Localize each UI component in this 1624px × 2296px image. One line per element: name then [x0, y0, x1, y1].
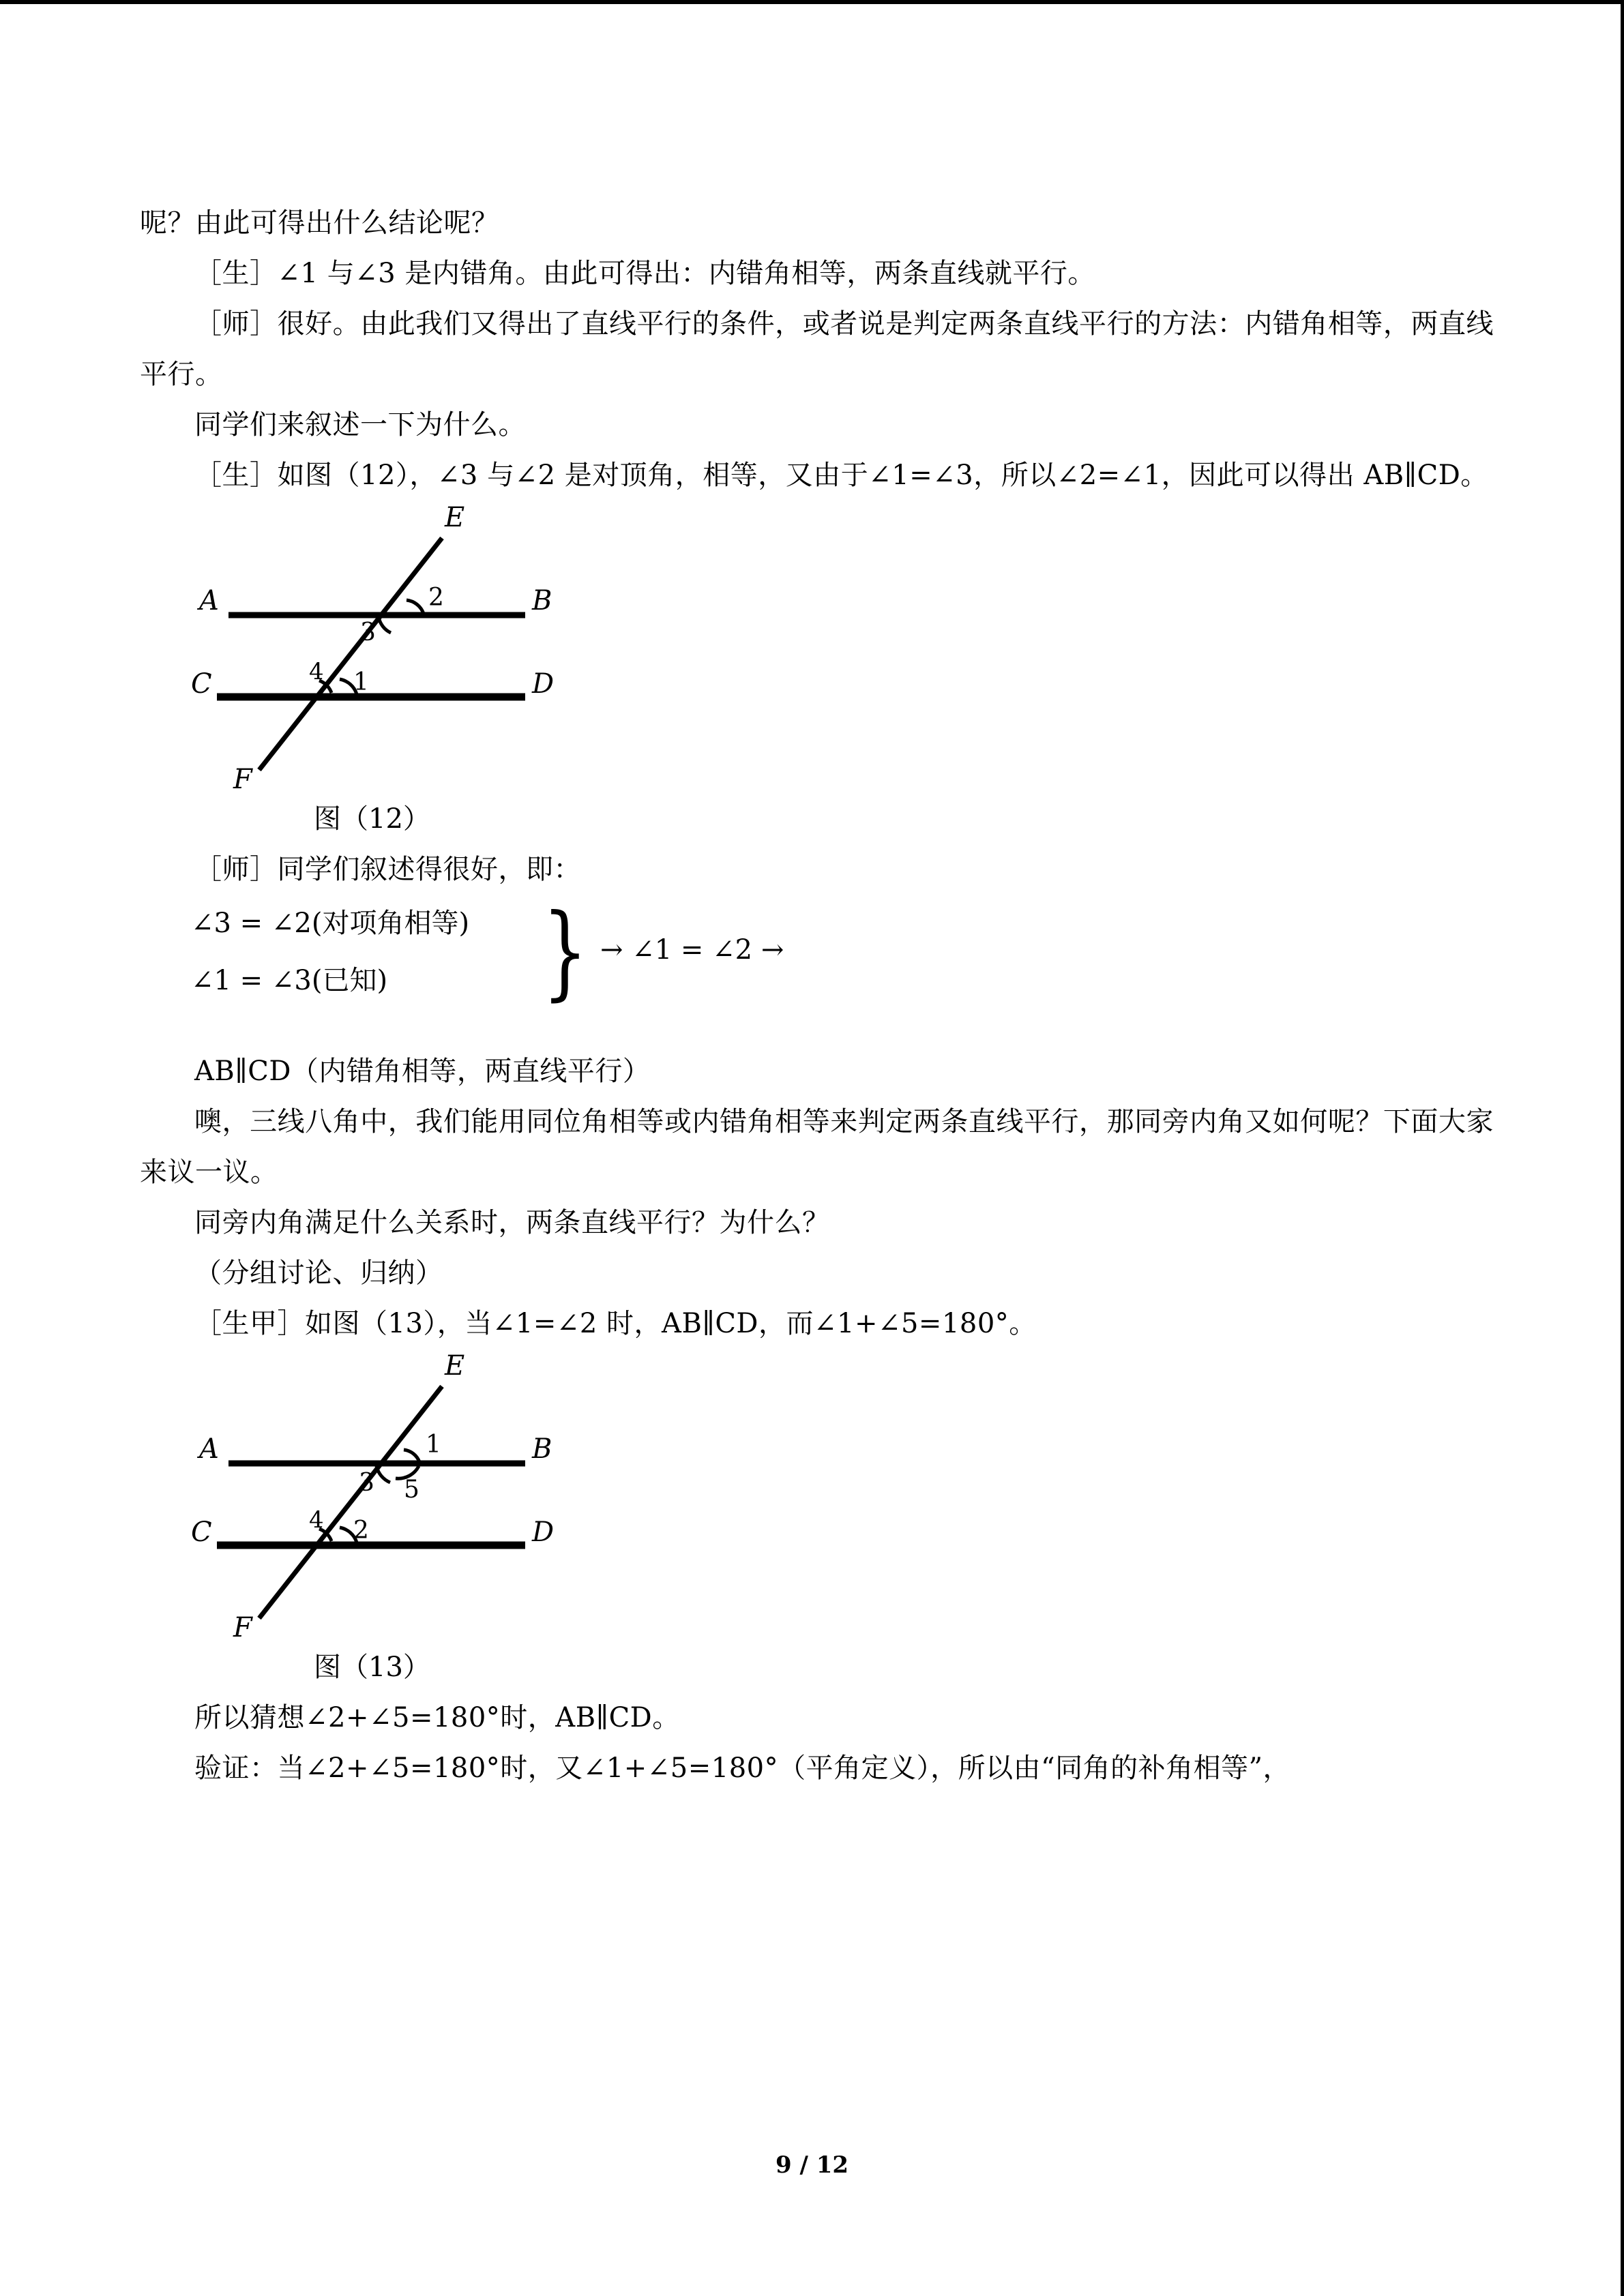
figure-12-label-b: B	[532, 585, 552, 616]
paragraph-12: 所以猜想∠2+∠5=180°时，AB∥CD。	[194, 1702, 680, 1733]
figure-13-drawing	[191, 1349, 1494, 1642]
figure-13-arc-3	[377, 1466, 390, 1482]
figure-13-label-c: C	[191, 1517, 212, 1548]
figure-13-angle-5: 5	[404, 1476, 419, 1504]
figure-13-arc-1	[404, 1450, 419, 1462]
figure-13-caption: 图（13）	[314, 1652, 430, 1683]
paragraph-8: 噢，三线八角中，我们能用同位角相等或内错角相等来判定两条直线平行，那同旁内角又如何呢？下面大家来议一议。	[140, 1106, 1494, 1188]
figure-13-svg	[191, 1349, 668, 1642]
figure-12-arc-2	[407, 600, 424, 614]
figure-13	[140, 1349, 1494, 1693]
derivation-formula	[191, 895, 1494, 1031]
paragraph-9: 同旁内角满足什么关系时，两条直线平行？为什么？	[194, 1207, 830, 1238]
figure-13-angle-1: 1	[426, 1431, 441, 1459]
derivation-line-2: ∠1 = ∠3(已知)	[191, 965, 388, 996]
figure-13-label-e: E	[445, 1350, 465, 1382]
page-border-right	[1621, 0, 1624, 2296]
figure-13-label-b: B	[532, 1433, 552, 1465]
paragraph-7: AB∥CD（内错角相等，两直线平行）	[194, 1056, 651, 1087]
figure-12-caption: 图（12）	[314, 803, 430, 835]
paragraph-11: ［生甲］如图（13），当∠1=∠2 时，AB∥CD，而∠1+∠5=180°。	[194, 1308, 1037, 1339]
paragraph-2: ［生］∠1 与∠3 是内错角。由此可得出：内错角相等，两条直线就平行。	[194, 258, 1095, 289]
page-content	[140, 198, 1494, 1793]
derivation-conclusion: → ∠1 = ∠2 →	[600, 934, 784, 966]
figure-12-label-d: D	[532, 668, 555, 700]
figure-12-angle-4: 4	[309, 658, 324, 685]
derivation-premises	[191, 895, 546, 1009]
paragraph-5: ［生］如图（12），∠3 与∠2 是对顶角，相等，又由于∠1=∠3，所以∠2=∠1，因此可以得出 AB∥CD。	[194, 460, 1488, 491]
figure-12-angle-2: 2	[428, 584, 444, 612]
derivation-line-1: ∠3 = ∠2(对项角相等)	[191, 908, 470, 939]
paragraph-6: ［师］同学们叙述得很好，即：	[194, 854, 581, 885]
figure-12	[140, 501, 1494, 844]
figure-13-label-f: F	[233, 1612, 252, 1642]
derivation-brace: }	[542, 893, 588, 1011]
paragraph-10: （分组讨论、归纳）	[194, 1257, 443, 1289]
figure-12-arc-3	[379, 616, 391, 633]
paragraph-13: 验证：当∠2+∠5=180°时，又∠1+∠5=180°（平角定义），所以由“同角的补角相等”，	[194, 1753, 1291, 1784]
paragraph-4: 同学们来叙述一下为什么。	[194, 409, 526, 441]
paragraph-3: ［师］很好。由此我们又得出了直线平行的条件，或者说是判定两条直线平行的方法：内错角相等，两直线平行。	[140, 308, 1494, 390]
figure-12-label-f: F	[233, 764, 252, 794]
figure-12-label-a: A	[199, 585, 219, 616]
figure-12-label-e: E	[445, 502, 465, 533]
page-border-top	[0, 0, 1624, 4]
paragraph-1: 呢？由此可得出什么结论呢？	[140, 207, 499, 239]
figure-12-drawing	[191, 501, 1494, 794]
figure-13-angle-2: 2	[353, 1517, 369, 1545]
figure-12-angle-1: 1	[353, 668, 369, 696]
page-footer: 9 / 12	[775, 2151, 849, 2179]
figure-12-angle-3: 3	[360, 618, 376, 646]
figure-13-angle-4: 4	[309, 1506, 324, 1534]
figure-13-label-a: A	[199, 1433, 219, 1465]
figure-12-svg	[191, 501, 668, 794]
figure-12-line-ef	[259, 538, 442, 770]
figure-13-angle-3: 3	[359, 1469, 374, 1497]
figure-13-label-d: D	[532, 1517, 555, 1548]
figure-12-label-c: C	[191, 668, 212, 700]
